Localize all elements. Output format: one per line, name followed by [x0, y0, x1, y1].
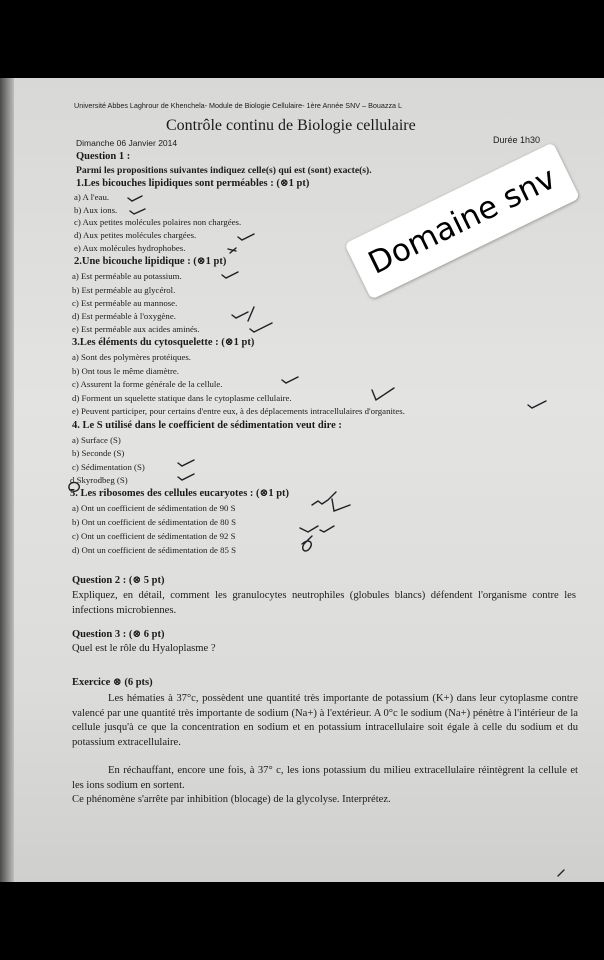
q1-item3-option-e: e) Peuvent participer, pour certains d'entre eux, à des déplacements intracellulaires d'organites. [72, 406, 405, 416]
checkmark-3c [282, 377, 298, 383]
circle-5-number [69, 482, 79, 491]
checkmark-2e [250, 323, 272, 332]
question2-heading: Question 2 : (⊗ 5 pt) [72, 575, 165, 586]
q1-item1-title: 1.Les bicouches lipidiques sont perméables : (⊗1 pt) [76, 178, 310, 189]
question2-text: Expliquez, en détail, comment les granulocytes neutrophiles (globules blancs) défendent l'organisme contre les infections microbiennes. [72, 590, 576, 616]
checkmark-1a [128, 196, 142, 201]
exercise-paragraph-1: Les hématies à 37°c, possèdent une quantité très importante de potassium (K+) dans leur cytoplasme contre valencé par une quantité très importante de sodium (Na+) à l'extérieur. A 0°c le sodium (Na+) pénètre à l'intérieur de la cellule jusqu'à ce que la concentration en sodium et en potassium intracellulaire soit égale à celle du sodium et du potassium extracellulaire. [72, 693, 578, 748]
q1-item4-option-d: d Skyrodbeg (S) [70, 475, 128, 485]
q1-item5-title: 5. Les ribosomes des cellules eucaryotes : (⊗1 pt) [70, 488, 290, 499]
page-title: Contrôle continu de Biologie cellulaire [166, 117, 416, 134]
question1-instruction: Parmi les propositions suivantes indiquez celle(s) qui est (sont) exacte(s). [76, 165, 372, 176]
q1-item3-option-c: c) Assurent la forme générale de la cellule. [72, 379, 223, 389]
q1-item1-option-e: e) Aux molécules hydrophobes. [74, 243, 186, 253]
question1-heading: Question 1 : [76, 151, 131, 162]
question3-heading: Question 3 : (⊗ 6 pt) [72, 629, 165, 640]
q1-item1-option-d: d) Aux petites molécules chargées. [74, 230, 197, 240]
checkmark-3e [528, 401, 546, 408]
q1-item3-title: 3.Les éléments du cytosquelette : (⊗1 pt) [72, 337, 255, 348]
checkmark-3d [372, 388, 394, 400]
q1-item5-option-b: b) Ont un coefficient de sédimentation de 80 S [72, 517, 237, 527]
handwritten-signature-icon [498, 866, 594, 882]
q1-item4-option-a: a) Surface (S) [72, 435, 121, 445]
q1-item4-option-c: c) Sédimentation (S) [72, 462, 145, 472]
exercise-heading: Exercice ⊗ (6 pts) [72, 677, 153, 688]
q1-item2-option-a: a) Est perméable au potassium. [72, 271, 182, 281]
checkmark-4c [178, 460, 194, 466]
q1-item2-title: 2.Une bicouche lipidique : (⊗1 pt) [74, 256, 227, 267]
cross-1e [228, 248, 236, 253]
exercise-paragraph-2: En réchauffant, encore une fois, à 37° c, les ions potassium du milieu extracellulaire réintègrent la cellule et les ions sodium en sortent. [72, 765, 578, 791]
question3-text: Quel est le rôle du Hyaloplasme ? [72, 643, 216, 654]
q1-item2-option-d: d) Est perméable à l'oxygène. [72, 311, 176, 321]
q1-item5-option-c: c) Ont un coefficient de sédimentation de 92 S [72, 531, 236, 541]
sticker-text: Domaine snv [362, 160, 562, 282]
q1-item1-option-a: a) A l'eau. [74, 192, 110, 202]
checkmark-1b [130, 209, 145, 214]
q1-item1-option-c: c) Aux petites molécules polaires non chargées. [74, 217, 242, 227]
q1-item2-option-c: c) Est perméable au mannose. [72, 298, 178, 308]
checkmark-1d [238, 234, 254, 240]
alpha-5d [302, 536, 312, 551]
q1-item3-option-d: d) Forment un squelette statique dans le cytoplasme cellulaire. [72, 393, 292, 403]
exercise-paragraph-3: Ce phénomène s'arrête par inhibition (blocage) de la glycolyse. Interprétez. [72, 794, 391, 805]
q1-item3-option-a: a) Sont des polymères protéiques. [72, 352, 191, 362]
checkmark-2d [232, 307, 254, 321]
q1-item4-title: 4. Le S utilisé dans le coefficient de sédimentation veut dire : [72, 420, 342, 431]
checkmark-4d [178, 474, 194, 480]
checkmark-5c [300, 526, 334, 532]
checkmark-5a-big [332, 499, 350, 511]
q1-item3-option-b: b) Ont tous le même diamètre. [72, 366, 179, 376]
q1-item1-option-b: b) Aux ions. [74, 205, 118, 215]
exam-duration: Durée 1h30 [493, 135, 541, 145]
q1-item4-option-b: b) Seconde (S) [72, 448, 125, 458]
q1-item5-option-a: a) Ont un coefficient de sédimentation de 90 S [72, 503, 236, 513]
q1-item2-option-e: e) Est perméable aux acides aminés. [72, 324, 200, 334]
exam-date: Dimanche 06 Janvier 2014 [76, 138, 178, 148]
checkmark-2a [222, 272, 238, 278]
q1-item2-option-b: b) Est perméable au glycérol. [72, 285, 176, 295]
q1-item5-option-d: d) Ont un coefficient de sédimentation de 85 S [72, 545, 237, 555]
university-header: Université Abbes Laghrour de Khenchela- Module de Biologie Cellulaire- 1ère Année SNV – Bouazza L [74, 101, 403, 110]
